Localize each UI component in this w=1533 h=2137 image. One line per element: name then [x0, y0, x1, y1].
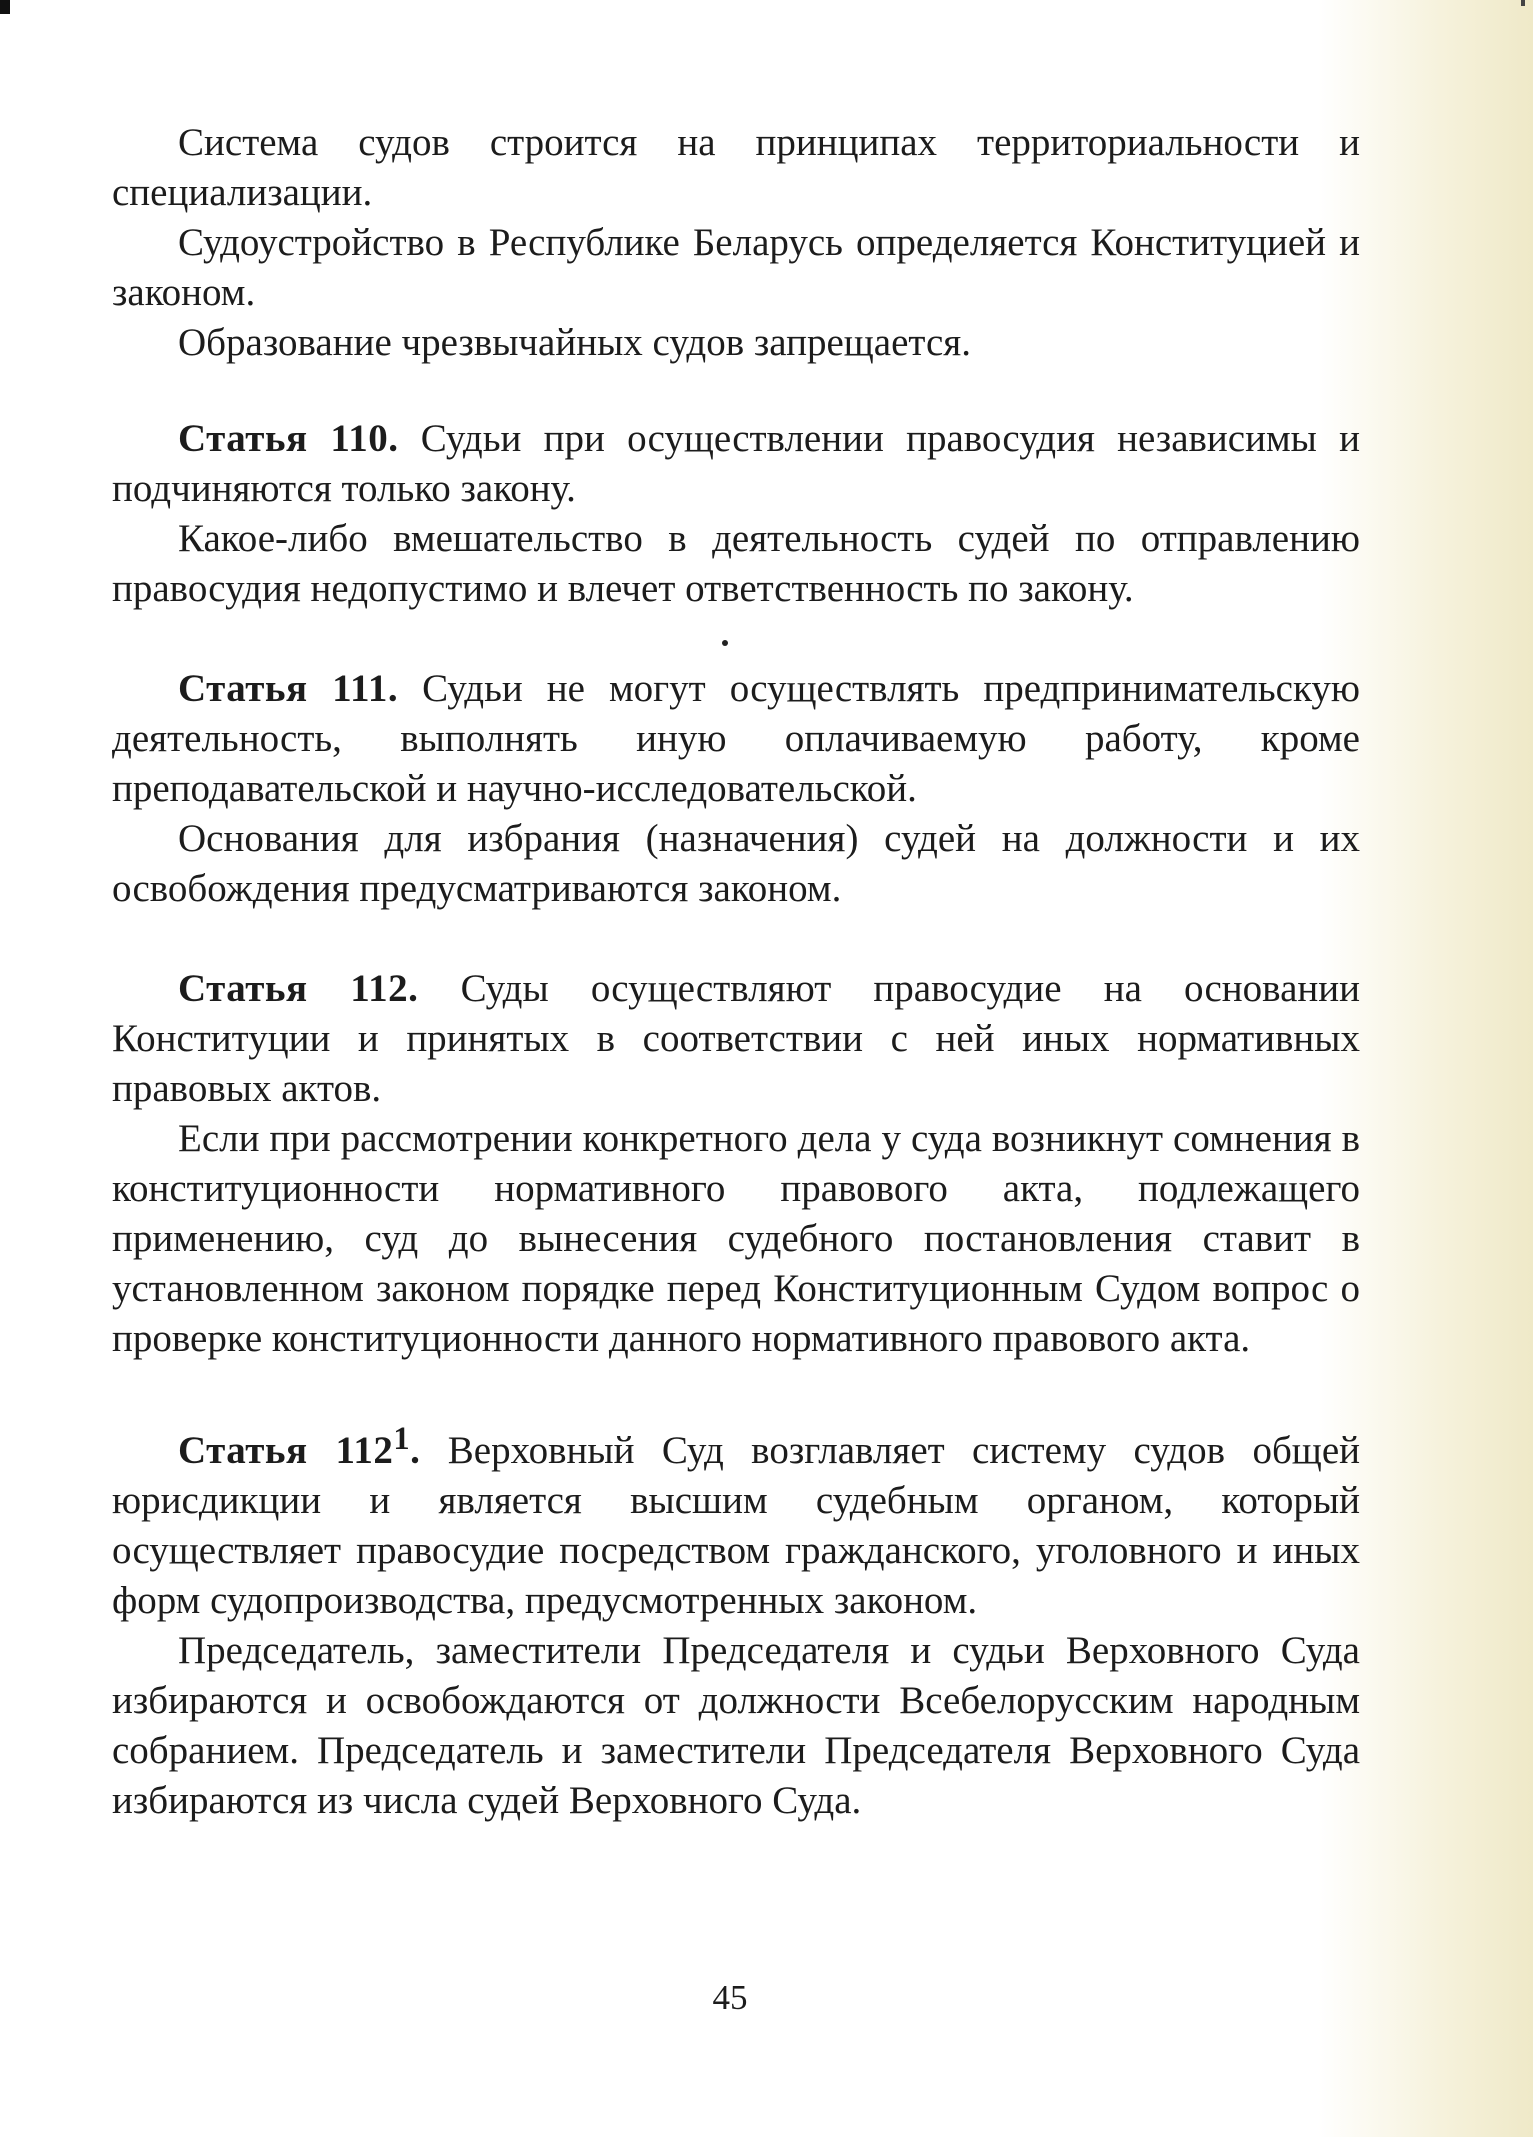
scan-corner-mark — [0, 0, 10, 14]
article-112 — [112, 964, 1360, 1114]
article-text: Судьи не могут осуществлять предпринимательскую деятельность, выполнять иную оплачиваемую работу, кроме преподавательской и научно-исследовательской. — [112, 667, 1360, 810]
article-text: Верховный Суд возглавляет систему судов общей юрисдикции и является высшим судебным органом, который осуществляет правосудие посредством гражданского, уголовного и иных форм судопроизводства, предусмотренных законом. — [112, 1429, 1360, 1622]
scan-corner-mark-right — [1521, 0, 1525, 6]
article-text: Судьи при осуществлении правосудия независимы и подчиняются только закону. — [112, 417, 1360, 510]
paragraph: Если при рассмотрении конкретного дела у суда возникнут сомнения в конституционности нормативного правового акта, подлежащего применению, суд до вынесения судебного постановления ставит в установленном законом порядке перед Конституционным Судом вопрос о проверке конституционности данного нормативного правового акта. — [112, 1117, 1360, 1360]
paragraph: Система судов строится на принципах территориальности и специализации. — [112, 121, 1360, 214]
article-text: Суды осуществляют правосудие на основании Конституции и принятых в соответствии с ней иных нормативных правовых актов. — [112, 967, 1360, 1110]
article-number: Статья 111. — [178, 667, 399, 710]
scan-dot — [722, 640, 728, 646]
spacer — [112, 914, 1360, 964]
article-number: Статья 110. — [178, 417, 399, 460]
article-number-sup: 1 — [393, 1421, 411, 1457]
article-111 — [112, 664, 1360, 814]
article-112-1 — [112, 1414, 1360, 1626]
paragraph: Образование чрезвычайных судов запрещается. — [178, 321, 971, 364]
paragraph: Основания для избрания (назначения) судей на должности и их освобождения предусматриваются законом. — [112, 817, 1360, 910]
article-number-main: Статья 112 — [178, 1429, 394, 1472]
spacer — [112, 614, 1360, 664]
body-text — [112, 118, 1360, 1826]
article-number: Статья 112. — [178, 967, 419, 1010]
article-110 — [112, 414, 1360, 514]
spacer — [112, 1364, 1360, 1414]
spacer — [112, 368, 1360, 414]
paragraph: Судоустройство в Республике Беларусь определяется Конституцией и законом. — [112, 221, 1360, 314]
paragraph: Председатель, заместители Председателя и судьи Верховного Суда избираются и освобождаются от должности Всебелорусским народным собранием. Председатель и заместители Председателя Верховного Суда избираются из числа судей Верховного Суда. — [112, 1629, 1360, 1822]
article-number: Статья $112^1$. — [178, 1421, 421, 1472]
paragraph: Какое-либо вмешательство в деятельность судей по отправлению правосудия недопустимо и влечет ответственность по закону. — [112, 517, 1360, 610]
page-number: 45 — [712, 1978, 748, 2017]
